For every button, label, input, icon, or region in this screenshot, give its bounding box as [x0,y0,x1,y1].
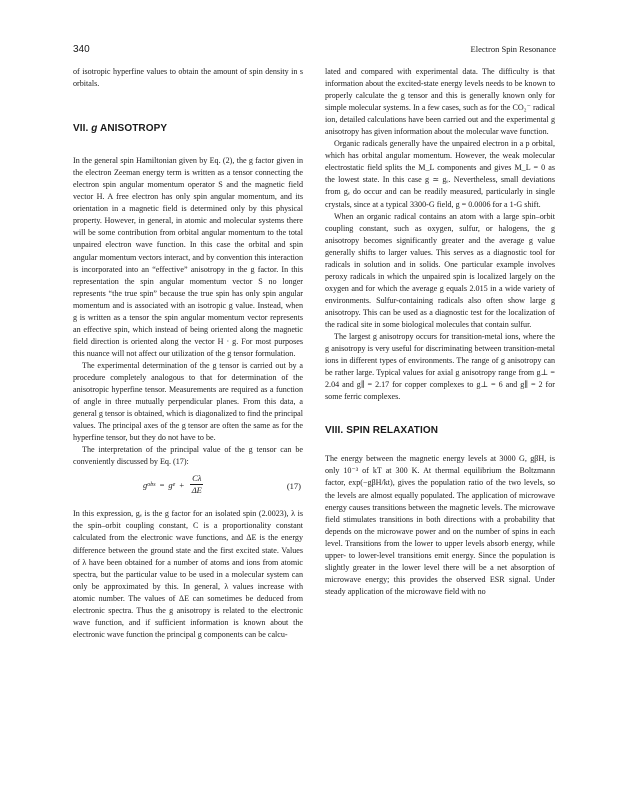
body-paragraph: lated and compared with experimental data. The difficulty is that information about the excited-state energy levels needs to be known to properly calculate the g tensor and this is generally known only for simple molecular systems. In a few cases, such as for the CO₂⁻ radical ion, detailed calculations have been carried out and the experimental g anisotropy has given information about the molecular wave function. [325,67,555,137]
body-paragraph: The energy between the magnetic energy levels at 3000 G, gβH, is only 10⁻³ of kT at 300 K. At thermal equilibrium the Boltzmann factor, exp(−gβH/kt), gives the population ratio of the two levels, so the levels are almost equally populated. The application of microwave energy causes transitions between the magnetic levels. The microwave field stimulates transitions in both directions with a probability that depends on the microwave power and on the number of spins in each level. Transitions from the lower to upper levels absorb energy, while upper- to lower-level transitions emit energy. Since the population is slightly greater in the lower level there will be a net absorption of microwave energy; this provides the observed ESR signal. Under steady application of the microwave field with no [325,454,555,596]
section-heading-vii [73,123,303,135]
body-paragraph: When an organic radical contains an atom with a large spin–orbit coupling constant, such as oxygen, sulfur, or halogens, the g anisotropy becomes significantly greater and the average g value generally shifts to larger values. This serves as a diagnostic tool for radicals in solution and in solids. One particular example involves peroxy radicals in which the unpaired spin is localized largely on the oxygen and for which the average g equals 2.015 in a wide variety of environments. Sulfur-containing radicals also often show large g anisotropy. This can be used as a diagnostic test for the localization of the radical site in some biological molecules that contain sulfur. [325,211,555,329]
equation-body [143,473,203,496]
body-paragraph: The experimental determination of the g tensor is carried out by a procedure completely analogous to that for determination of the anisotropic hyperfine tensor. Measurements are required as a function of angle in three mutually perpendicular planes. From this data, a general g tensor is obtained, which is diagonalized to find the principal values. The principal axes of the g tensor are often the same as for the hyperfine tensor, but they do not have to be. [73,360,303,443]
eq-denominator: ΔE [191,485,202,496]
body-paragraph: In the general spin Hamiltonian given by Eq. (2), the g factor given in the electron Zeeman energy term is written as a tensor connecting the electron spin angular momentum operator S and the magnetic field vector H. A free electron has only spin angular momentum, and its orientation in a magnetic field is determined only by this physical property. However, in general, in atomic and molecular systems there will be some contribution from orbital angular momentum to the total unpaired electron wave function. In this case the orbital and spin angular momentum vectors interact, and by convention this interaction is incorporated into an “effective” anisotropy in the g factor. In this representation the spin angular momentum vector S no longer represents “the true spin” because the true spin has only spin angular momentum and is associated with an isotropic g value. Instead, when g is written as a tensor the spin angular momentum vector represents an effective spin, which instead of being oriented along the magnetic field direction is oriented along the vector H · g. For most purposes this nuance will not affect our utilization of the g tensor formulation. [73,156,303,358]
page-number: 340 [73,44,90,55]
eq-g-sub: e [172,481,176,488]
eq-numerator: Cλ [192,473,202,484]
left-column [73,66,303,641]
equation-number: (17) [286,481,301,492]
eq-plus: + [179,479,185,490]
section-number: VIII. [325,425,344,437]
eq-lhs-sub: obs [147,481,156,488]
section-title: ANISOTROPY [100,123,168,135]
body-paragraph: Organic radicals generally have the unpaired electron in a p orbital, which has orbital angular momentum. However, the weak molecular electrostatic field splits the M_L components and gives M_L = 0 as the lowest state. In this case g ≃ gₑ. Nevertheless, small deviations from gₑ do occur and can be readily measured, particularly in single crystals, since at a typical 3300-G field, g = 0.0006 for a 1-G shift. [325,139,555,209]
eq-lhs: g [143,479,148,490]
eq-fraction [190,473,203,496]
intro-paragraph: of isotropic hyperfine values to obtain the amount of spin density in s orbitals. [73,67,303,89]
eq-equals: = [159,479,165,490]
body-paragraph: In this expression, gₑ is the g factor for an isolated spin (2.0023), λ is the spin–orbit coupling constant, C is a proportionality constant calculated from the electronic wave functions, and ΔE is the energy difference between the ground state and the first excited state. Values of λ have been obtained for a number of atoms and ions from atomic spectra, but the particular value to be used in a molecular system can only be approximated by this. In general, λ values increase with atomic number. The values of ΔE can sometimes be deduced from electronic spectra. Thus the g anisotropy is related to the electronic wave function, and if sufficient information is known about the electronic wave function the principal g components can be calcu- [73,509,303,639]
section-number: VII. [73,123,89,135]
right-column [325,66,555,598]
eq-g: g [168,479,173,490]
equation-17 [73,470,303,504]
section-title: SPIN RELAXATION [346,425,439,437]
section-g-letter: g [91,123,98,135]
body-paragraph: The interpretation of the principal value of the g tensor can be conveniently discussed by Eq. (17): [73,445,303,467]
running-head: Electron Spin Resonance [470,44,556,54]
body-paragraph: The largest g anisotropy occurs for transition-metal ions, where the g anisotropy is very useful for discriminating between transition-metal ions in different types of environments. The range of g anisotropy can be rather large. Typical values for axial g anisotropy range from g⊥ = 2.04 and g∥ = 2.17 for copper complexes to g⊥ = 6 and g∥ = 2 for some ferric complexes. [325,332,555,402]
section-heading-viii [325,425,555,437]
